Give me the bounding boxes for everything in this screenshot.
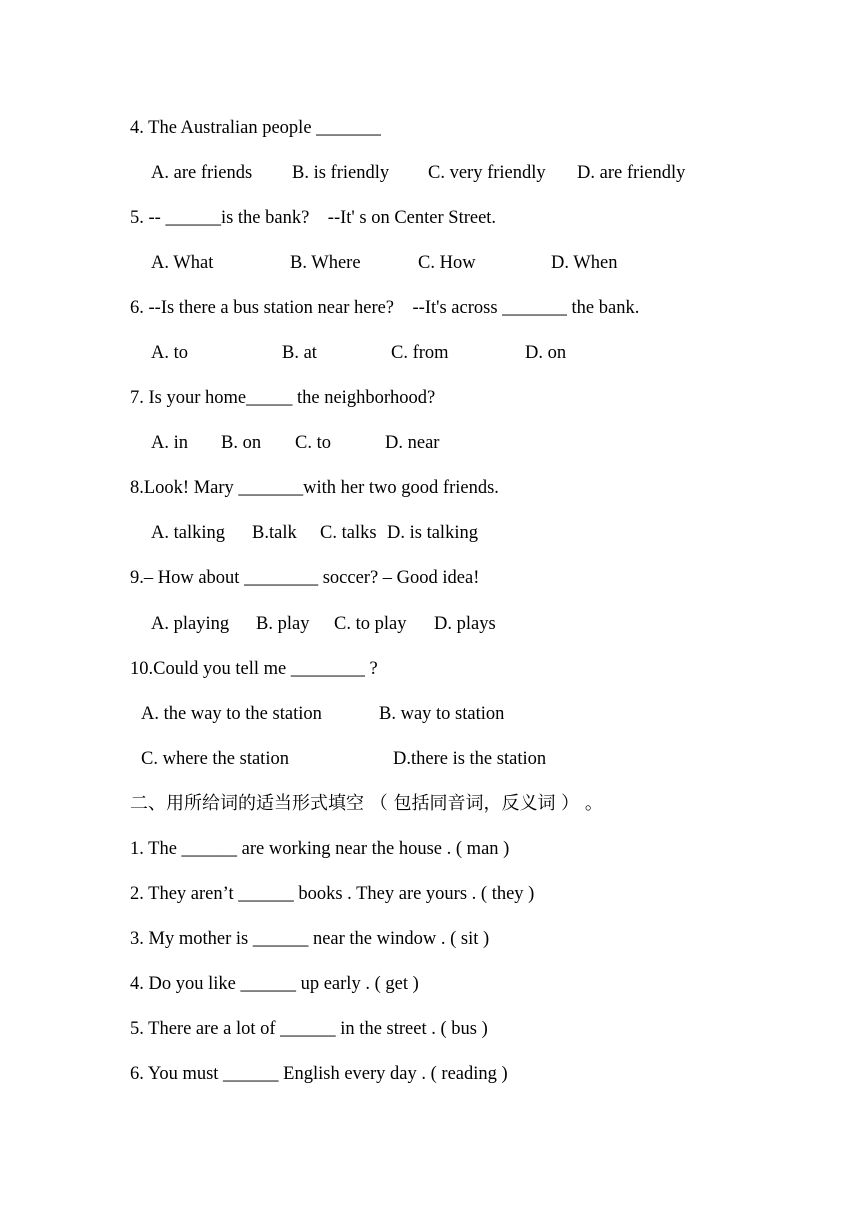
question-5-option-d: D. When: [551, 253, 618, 273]
fill-in-item-6: 6. You must ______ English every day . ( reading ): [130, 1064, 508, 1084]
fill-in-item-4: 4. Do you like ______ up early . ( get ): [130, 974, 419, 994]
fill-in-item-3: 3. My mother is ______ near the window . ( sit ): [130, 929, 490, 949]
question-5-option-c: C. How: [418, 253, 476, 273]
question-10-option-d: D.there is the station: [393, 749, 547, 769]
question-8-option-c: C. talks: [320, 523, 377, 543]
question-4-option-c: C. very friendly: [428, 163, 546, 183]
question-9-option-d: D. plays: [434, 614, 496, 634]
section-2-heading: 二、用所给词的适当形式填空 （ 包括同音词，反义词 ） 。: [130, 793, 603, 814]
question-9-option-a: A. playing: [151, 614, 230, 634]
question-4-option-a: A. are friends: [151, 163, 253, 183]
question-9-option-b: B. play: [256, 614, 310, 634]
question-8-option-a: A. talking: [151, 523, 225, 543]
question-6-option-c: C. from: [391, 343, 449, 363]
question-8-stem: 8.Look! Mary _______with her two good friends.: [130, 478, 499, 498]
question-10-option-c: C. where the station: [141, 749, 289, 769]
question-6-stem: 6. --Is there a bus station near here? --It's across _______ the bank.: [130, 298, 640, 318]
question-7-option-c: C. to: [295, 433, 331, 453]
question-9-option-c: C. to play: [334, 614, 407, 634]
question-4-option-b: B. is friendly: [292, 163, 390, 183]
question-7-option-b: B. on: [221, 433, 262, 453]
fill-in-item-2: 2. They aren’t ______ books . They are yours . ( they ): [130, 884, 535, 904]
question-10-stem: 10.Could you tell me ________ ?: [130, 659, 378, 679]
question-10-option-b: B. way to station: [379, 704, 505, 724]
question-4-option-d: D. are friendly: [577, 163, 686, 183]
question-5-option-a: A. What: [151, 253, 214, 273]
question-7-stem: 7. Is your home_____ the neighborhood?: [130, 388, 436, 408]
fill-in-item-5: 5. There are a lot of ______ in the street . ( bus ): [130, 1019, 488, 1039]
question-7-option-d: D. near: [385, 433, 440, 453]
question-6-option-b: B. at: [282, 343, 317, 363]
question-6-option-a: A. to: [151, 343, 188, 363]
question-6-option-d: D. on: [525, 343, 567, 363]
question-5-option-b: B. Where: [290, 253, 361, 273]
fill-in-item-1: 1. The ______ are working near the house . ( man ): [130, 839, 510, 859]
question-10-option-a: A. the way to the station: [141, 704, 322, 724]
question-7-option-a: A. in: [151, 433, 188, 453]
question-9-stem: 9.– How about ________ soccer? – Good idea!: [130, 568, 480, 588]
question-8-option-d: D. is talking: [387, 523, 478, 543]
question-5-stem: 5. -- ______is the bank? --It' s on Center Street.: [130, 208, 497, 228]
question-4-stem: 4. The Australian people _______: [130, 118, 381, 138]
question-8-option-b: B.talk: [252, 523, 297, 543]
